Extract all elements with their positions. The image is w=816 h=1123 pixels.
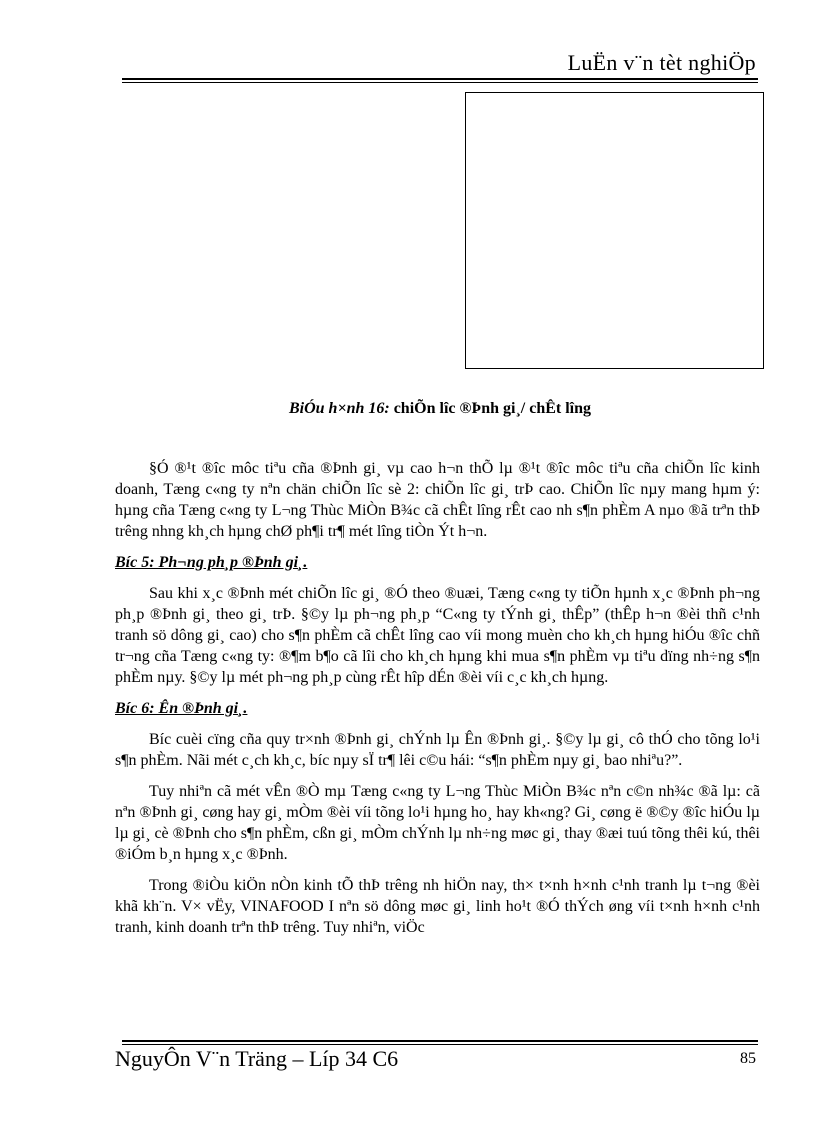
figure-placeholder — [465, 92, 764, 369]
page-header-title: LuËn v¨n tèt nghiÖp — [567, 50, 756, 75]
footer-author: NguyÔn V¨n Träng – Líp 34 C6 — [115, 1046, 399, 1071]
paragraph: Bíc cuèi cïng cña quy tr×nh ®Þnh gi¸ chÝnh lµ Ên ®Þnh gi¸. §©y lµ gi¸ cô thÓ cho tõng lo¹i s¶n phÈm. Nãi mét c¸ch kh¸c, bíc nµy sÏ tr¶ lêi c©u hái: “s¶n phÈm nµy gi¸ bao nhiªu?”. — [115, 731, 760, 769]
figure-caption — [122, 400, 758, 418]
header-rule-thin — [122, 82, 758, 83]
page-number: 85 — [740, 1050, 756, 1067]
figure-caption-label: BiÓu h×nh 16: — [288, 400, 390, 417]
footer-rule-thick — [122, 1040, 758, 1042]
paragraph: Sau khi x¸c ®Þnh mét chiÕn lîc gi¸ ®Ó theo ®uæi, Tæng c«ng ty tiÕn hµnh x¸c ®Þnh ph¬ng ph¸p ®Þnh gi¸ theo gi¸ trÞ. §©y lµ ph¬ng ph¸p “C«ng ty tÝnh gi¸ thÊp” (thÊp h¬n ®èi thñ c¹nh tranh sö dông gi¸ cao) cho s¶n phÈm cã chÊt lîng cao víi mong muèn cho kh¸ch hµng hiÓu ®îc chñ tr¬ng cña Tæng c«ng ty: ®¶m b¶o cã lîi cho kh¸ch hµng khi mua s¶n phÈm vµ tiªu dïng nh÷ng s¶n phÈm nµy. §©y lµ mét ph¬ng ph¸p cùng rÊt hîp dÉn ®èi víi c¸c kh¸ch hµng. — [115, 585, 760, 686]
paragraph: Tuy nhiªn cã mét vÊn ®Ò mµ Tæng c«ng ty L¬ng Thùc MiÒn B¾c nªn c©n nh¾c ®ã lµ: cã nªn ®Þnh gi¸ cøng hay gi¸ mÒm ®èi víi tõng lo¹i hµng ho¸ hay kh«ng? Gi¸ cøng ë ®©y ®îc hiÓu lµ lµ gi¸ cè ®Þnh cho s¶n phÈm, cßn gi¸ mÒm chÝnh lµ nh÷ng møc gi¸ thay ®æi tuú tõng thêi kú, thêi ®iÓm b¸n hµng x¸c ®Þnh. — [115, 783, 760, 863]
paragraph: Trong ®iÒu kiÖn nÒn kinh tÕ thÞ trêng nh hiÖn nay, th× t×nh h×nh c¹nh tranh lµ t¬ng ®èi khã kh¨n. V× vËy, VINAFOOD I nªn sö dông møc gi¸ linh ho¹t ®Ó thÝch øng víi t×nh h×nh c¹nh tranh, kinh doanh trªn thÞ trêng. Tuy nhiªn, viÖc — [115, 877, 760, 936]
body-text — [115, 458, 760, 948]
section-heading-step-5: Bíc 5: Ph¬ng ph¸p ®Þnh gi¸. — [115, 554, 308, 571]
header-rule-thick — [122, 78, 758, 80]
paragraph: §Ó ®¹t ®îc môc tiªu cña ®Þnh gi¸ vµ cao h¬n thÕ lµ ®¹t ®îc môc tiªu cña chiÕn lîc kinh doanh, Tæng c«ng ty nªn chän chiÕn lîc sè 2: chiÕn lîc gi¸ trÞ cao. ChiÕn lîc nµy mang hµm ý: hµng cña Tæng c«ng ty L¬ng Thùc MiÒn B¾c cã chÊt lîng rÊt cao nh s¶n phÈm A nµo ®ã trªn thÞ trêng nhng kh¸ch hµng chØ ph¶i tr¶ mét lîng tiÒn Ýt h¬n. — [115, 460, 760, 540]
footer-rule-thin — [122, 1044, 758, 1045]
figure-caption-text: chiÕn lîc ®Þnh gi¸/ chÊt lîng — [389, 400, 592, 417]
section-heading-step-6: Bíc 6: Ên ®Þnh gi¸. — [115, 700, 248, 717]
